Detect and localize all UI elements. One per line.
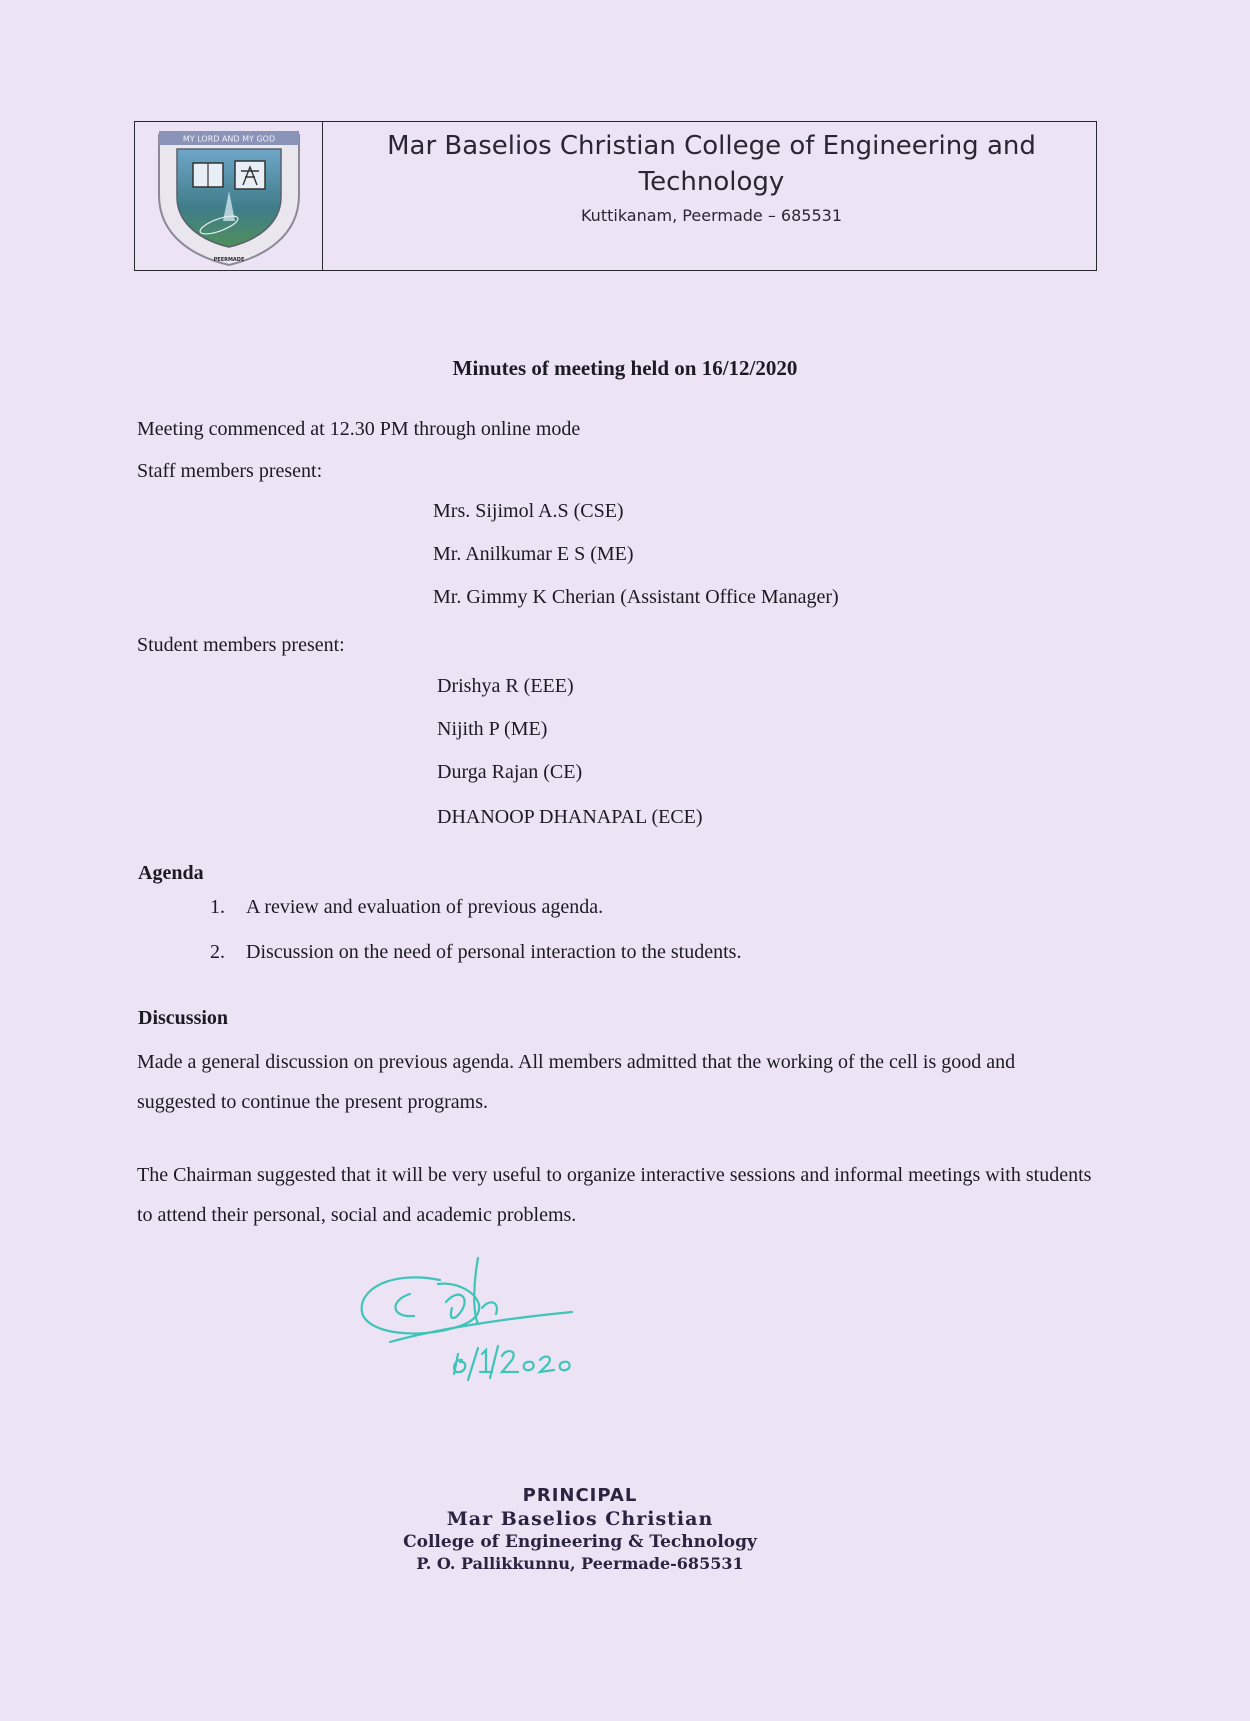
seal-line: Mar Baselios Christian xyxy=(446,1508,714,1530)
discussion-paragraph: Made a general discussion on previous agenda. All members admitted that the working of the cell is good and suggested to continue the present programs. xyxy=(137,1051,1016,1113)
minutes-title: Minutes of meeting held on 16/12/2020 xyxy=(452,356,798,380)
discussion-paragraph: The Chairman suggested that it will be very useful to organize interactive sessions and informal meetings with students to attend their personal, social and academic problems. xyxy=(137,1164,1092,1226)
seal-line: PRINCIPAL xyxy=(522,1485,638,1506)
college-name: Mar Baselios Christian College of Engineering and Technology xyxy=(387,131,1036,197)
agenda-list xyxy=(210,896,741,986)
college-address: Kuttikanam, Peermade – 685531 xyxy=(580,206,843,225)
student-member: DHANOOP DHANAPAL (ECE) xyxy=(437,806,703,828)
staff-member: Mr. Anilkumar E S (ME) xyxy=(433,543,634,565)
agenda-item: 1. A review and evaluation of previous agenda. xyxy=(210,896,604,918)
meeting-commenced: Meeting commenced at 12.30 PM through online mode xyxy=(137,418,581,440)
seal-line: College of Engineering & Technology xyxy=(403,1532,757,1552)
logo-cell xyxy=(135,122,323,270)
agenda-heading: Agenda xyxy=(138,862,204,884)
student-label: Student members present: xyxy=(137,634,345,656)
staff-member: Mrs. Sijimol A.S (CSE) xyxy=(433,500,624,522)
seal-line: P. O. Pallikkunnu, Peermade-685531 xyxy=(416,1554,744,1573)
student-member: Nijith P (ME) xyxy=(437,718,548,740)
principal-seal xyxy=(330,1485,830,1573)
svg-text:MY LORD AND MY GOD: MY LORD AND MY GOD xyxy=(182,134,276,144)
staff-label: Staff members present: xyxy=(137,460,323,482)
letterhead xyxy=(134,121,1097,271)
college-logo-icon xyxy=(143,125,315,267)
discussion-heading: Discussion xyxy=(138,1007,229,1029)
student-member: Durga Rajan (CE) xyxy=(437,761,583,783)
svg-text:PEERMADE: PEERMADE xyxy=(213,257,245,263)
staff-member: Mr. Gimmy K Cherian (Assistant Office Manager) xyxy=(433,586,839,608)
agenda-item: 2. Discussion on the need of personal interaction to the students. xyxy=(210,941,742,963)
student-member: Drishya R (EEE) xyxy=(437,675,574,697)
principal-signature xyxy=(350,1250,600,1390)
